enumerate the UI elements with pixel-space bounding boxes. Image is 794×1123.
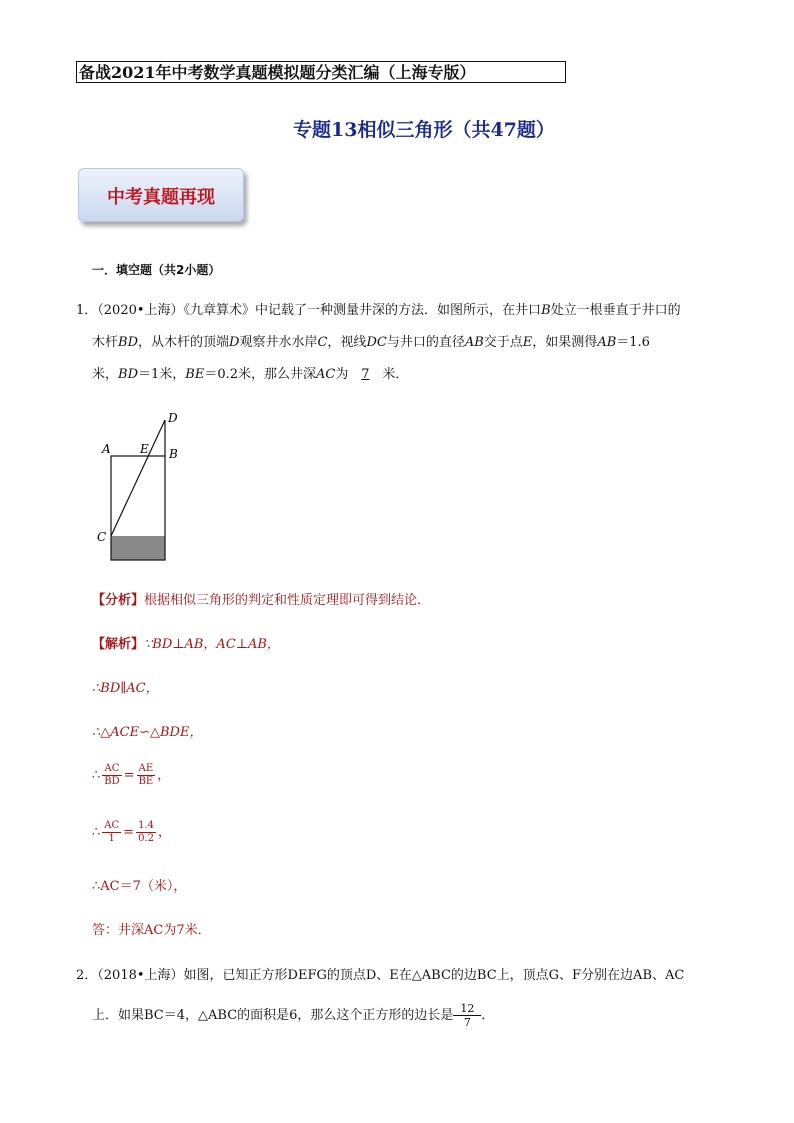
q1-line-2 — [92, 335, 650, 351]
numerator: AC — [102, 763, 121, 776]
denominator: BD — [104, 776, 120, 787]
q1-var: BE — [185, 367, 205, 382]
q1-var: BD — [118, 367, 138, 382]
q2-text: ． — [481, 1008, 495, 1023]
q1-number: 1． — [76, 303, 98, 318]
q1-var: AB — [597, 335, 617, 350]
q1-text: 处立一根垂直于井口的 — [550, 303, 681, 318]
denominator: 1 — [108, 833, 115, 844]
fraction — [102, 763, 121, 788]
q1-solution-line-5 — [92, 820, 171, 845]
q1-answer: 7 — [361, 367, 370, 382]
comma: ， — [157, 825, 171, 840]
q1-solution-line-7: 答：井深AC为7米． — [92, 923, 211, 938]
comma: ， — [157, 768, 171, 783]
analysis-text: 根据相似三角形的判定和性质定理即可得到结论． — [144, 593, 431, 608]
topic-title: 专题13相似三角形（共47题） — [293, 119, 555, 141]
q1-text: 为 — [335, 367, 349, 382]
series-title: 备战2021年中考数学真题模拟题分类汇编（上海专版） — [76, 61, 566, 83]
q1-text: ＝1米， — [138, 367, 186, 382]
denominator: BE — [138, 776, 154, 787]
q1-text: 米， — [92, 367, 119, 382]
q1-line-3 — [92, 367, 408, 383]
q2-answer — [453, 1002, 481, 1029]
q1-text: ，视线 — [327, 335, 367, 350]
label-a: A — [102, 442, 111, 456]
numerator: AE — [137, 763, 156, 776]
q1-var: E — [522, 335, 533, 350]
therefore-sign: ∴ — [92, 825, 101, 840]
q1-source: （2020•上海） — [97, 303, 184, 318]
q1-var: C — [317, 335, 328, 350]
q1-text: ＝0.2米，那么井深 — [204, 367, 317, 382]
q1-text: 与井口的直径 — [386, 335, 465, 350]
q1-text: ，如果测得 — [532, 335, 598, 350]
q1-analysis — [92, 593, 430, 609]
water-area — [111, 536, 165, 560]
q1-var: AB — [464, 335, 484, 350]
q2-line-1 — [76, 968, 684, 984]
equals-sign: = — [123, 825, 135, 840]
banner-label: 中考真题再现 — [107, 187, 215, 208]
label-c: C — [97, 530, 107, 544]
q1-solution-line-2: ∴BD∥AC， — [92, 681, 159, 696]
solution-step: ∵BD⊥AB，AC⊥AB， — [144, 637, 280, 652]
numerator: 1.4 — [138, 820, 154, 831]
fraction — [137, 763, 156, 788]
q2-text: 上．如果BC＝4，△ABC的面积是6，那么这个正方形的边长是 — [92, 1008, 454, 1023]
answer-denominator: 7 — [453, 1015, 481, 1029]
q2-text: 如图，已知正方形DEFG的顶点D、E在△ABC的边BC上，顶点G、F分别在边AB、AC — [183, 968, 685, 983]
q2-number: 2． — [76, 968, 98, 983]
q1-text: ＝1.6 — [616, 335, 650, 350]
q1-text: 交于点 — [483, 335, 523, 350]
section-banner — [78, 168, 244, 222]
q1-text: 木杆 — [92, 335, 119, 350]
q1-solution-line-4 — [92, 763, 170, 788]
fraction — [102, 820, 121, 845]
section-heading: 一．填空题（共2小题） — [92, 263, 221, 277]
well-figure — [94, 406, 190, 566]
q1-solution-line-3: ∴△ACE∽△BDE， — [92, 725, 203, 740]
q1-var: AC — [316, 367, 336, 382]
q1-var: B — [541, 303, 551, 318]
q1-solution-line-1 — [92, 637, 280, 653]
q1-var: BD — [118, 335, 138, 350]
solution-tag: 【解析】 — [92, 637, 145, 652]
sight-line-dc — [111, 420, 165, 536]
q1-text: 观察井水水岸 — [239, 335, 318, 350]
analysis-tag: 【分析】 — [92, 593, 145, 608]
q1-text: ，从木杆的顶端 — [138, 335, 230, 350]
q1-line-1 — [76, 303, 681, 319]
label-b: B — [169, 447, 178, 461]
therefore-sign: ∴ — [92, 768, 101, 783]
q1-solution-line-6: ∴AC＝7（米）， — [92, 879, 187, 894]
answer-numerator: 12 — [460, 1002, 475, 1015]
q1-text: 《九章算术》中记载了一种测量井深的方法．如图所示，在井口 — [183, 303, 542, 318]
q2-source: （2018•上海） — [97, 968, 184, 983]
q1-var: DC — [366, 335, 387, 350]
numerator: AC — [104, 820, 120, 831]
fraction — [136, 820, 156, 845]
label-e: E — [140, 442, 149, 456]
equals-sign: = — [123, 768, 135, 783]
denominator: 0.2 — [138, 833, 154, 844]
label-d: D — [168, 411, 178, 425]
q1-text: 米． — [382, 367, 409, 382]
q1-var: D — [229, 335, 240, 350]
q2-line-2 — [92, 1002, 494, 1029]
